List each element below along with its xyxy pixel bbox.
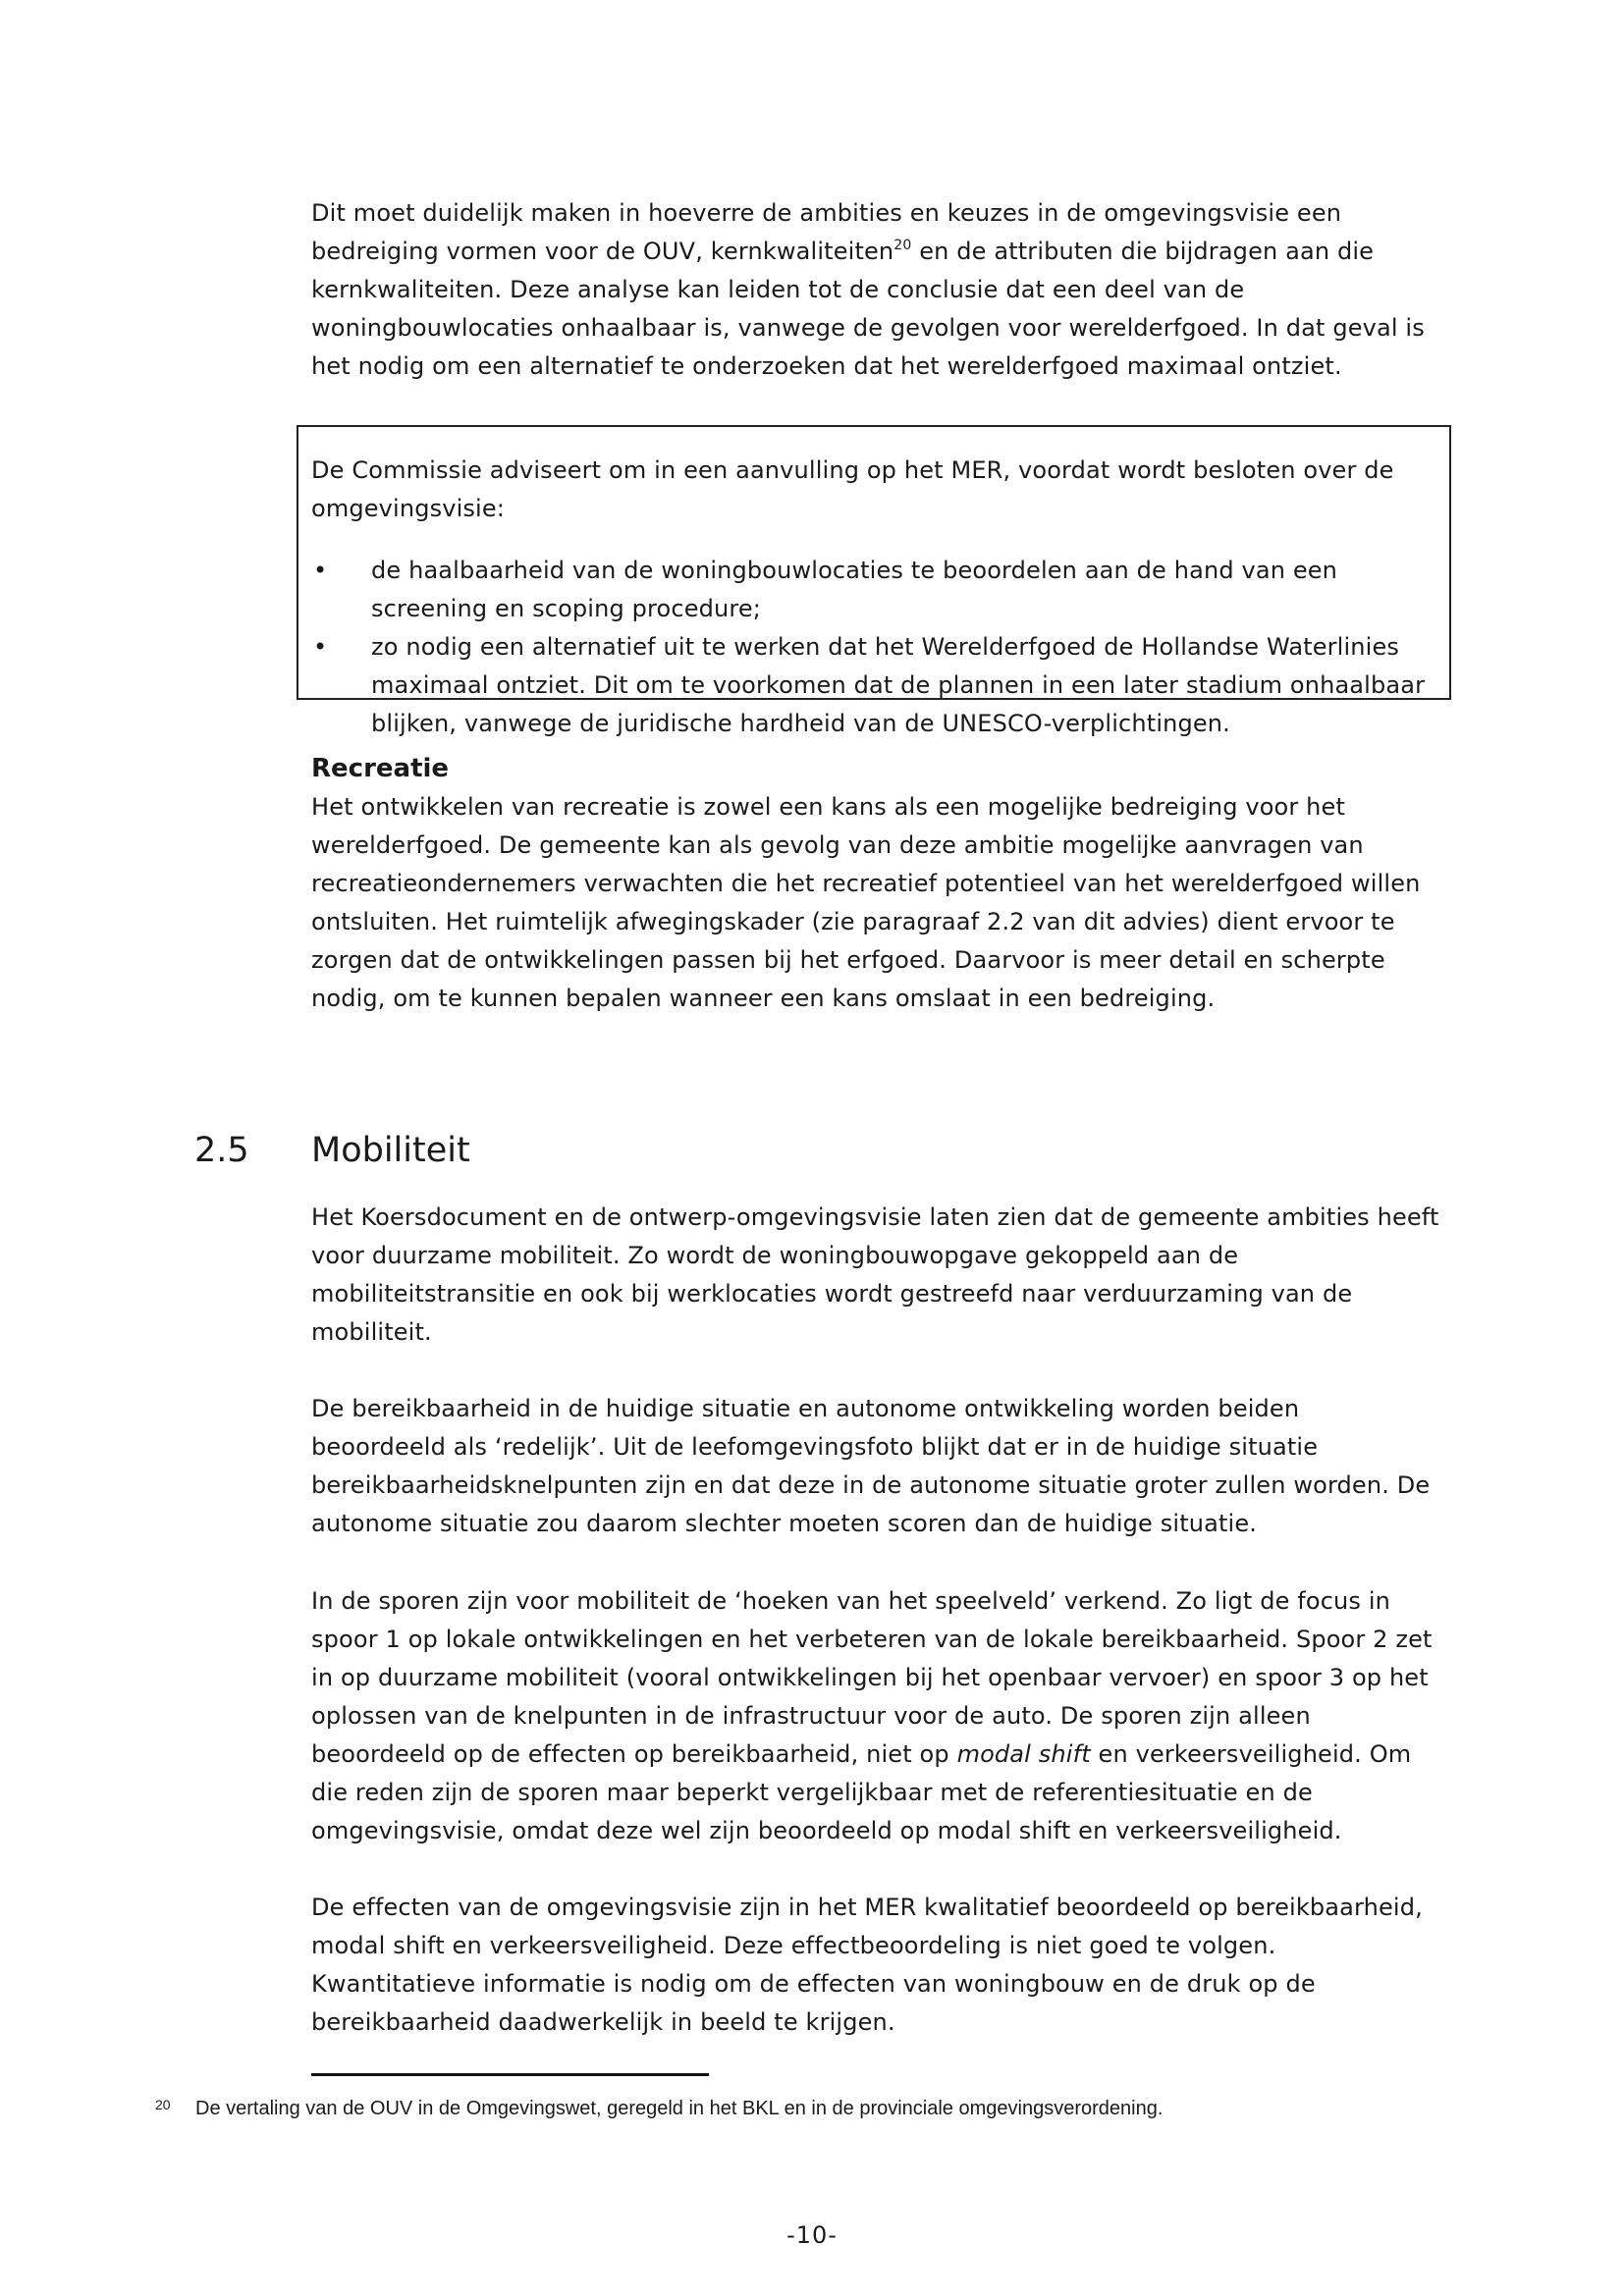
footnote-number: 20: [155, 2097, 171, 2112]
bullet-icon: •: [313, 633, 328, 661]
bullet-icon: •: [313, 557, 328, 584]
mobiliteit-paragraph-3: [311, 1582, 1440, 1850]
advice-lead: De Commissie adviseert om in een aanvulling op het MER, voordat wordt besloten over de omgevingsvisie:: [311, 456, 1394, 522]
recreatie-paragraph: [311, 788, 1440, 1018]
advice-item-text: de haalbaarheid van de woningbouwlocaties te beoordelen aan de hand van een screening en scoping procedure;: [371, 557, 1338, 622]
emphasis-text: modal shift: [956, 1740, 1091, 1768]
advice-item-text: zo nodig een alternatief uit te werken dat het Werelderfgoed de Hollandse Waterlinies maximaal ontziet. Dit om te voorkomen dat de plannen in een later stadium onhaalbaar blijken, vanwege de juridische hardheid van de UNESCO-verplichtingen.: [371, 633, 1426, 737]
advice-list: [311, 552, 1440, 743]
paragraph-text-part1: In de sporen zijn voor mobiliteit de ‘hoeken van het speelveld’ verkend. Zo ligt de focus in spoor 1 op lokale ontwikkelingen en het verbeteren van de lokale bereikbaarheid. Spoor 2 zet in op duurzame mobiliteit (vooral ontwikkelingen bij het openbaar vervoer) en spoor 3 op het oplossen van de knelpunten in de infrastructuur voor de auto. De sporen zijn alleen beoordeeld op de effecten op bereikbaarheid, niet op: [311, 1587, 1433, 1768]
footnote-divider: [311, 2073, 709, 2076]
mobiliteit-paragraph-1: [311, 1199, 1440, 1352]
advice-item: [311, 628, 1440, 743]
paragraph-text: Het Koersdocument en de ontwerp-omgevingsvisie laten zien dat de gemeente ambities heeft voor duurzame mobiliteit. Zo wordt de woningbouwopgave gekoppeld aan de mobiliteitstransitie en ook bij werklocaties wordt gestreefd naar verduurzaming van de mobiliteit.: [311, 1203, 1439, 1346]
advice-content: [311, 428, 1440, 743]
mobiliteit-paragraph-2: [311, 1390, 1440, 1543]
paragraph-text: De bereikbaarheid in de huidige situatie en autonome ontwikkeling worden beiden beoordeeld als ‘redelijk’. Uit de leefomgevingsfoto blijkt dat er in de huidige situatie bereikbaarheidsknelpunten zijn en dat deze in de autonome situatie groter zullen worden. De autonome situatie zou daarom slechter moeten scoren dan de huidige situatie.: [311, 1395, 1431, 1537]
recreatie-body: Het ontwikkelen van recreatie is zowel een kans als een mogelijke bedreiging voor het werelderfgoed. De gemeente kan als gevolg van deze ambitie mogelijke aanvragen van recreatieondernemers verwachten die het recreatief potentieel van het werelderfgoed willen ontsluiten. Het ruimtelijk afwegingskader (zie paragraaf 2.2 van dit advies) dient ervoor te zorgen dat de ontwikkelingen passen bij het erfgoed. Daarvoor is meer detail en scherpte nodig, om te kunnen bepalen wanneer een kans omslaat in een bedreiging.: [311, 793, 1421, 1012]
subsection-heading: Recreatie: [311, 754, 450, 783]
paragraph-text: De effecten van de omgevingsvisie zijn in het MER kwalitatief beoordeeld op bereikbaarheid, modal shift en verkeersveiligheid. Deze effectbeoordeling is niet goed te volgen. Kwantitatieve informatie is nodig om de effecten van woningbouw en de druk op de bereikbaarheid daadwerkelijk in beeld te krijgen.: [311, 1894, 1423, 2036]
intro-text-part2: en de attributen die bijdragen aan die kernkwaliteiten. Deze analyse kan leiden tot de conclusie dat een deel van de woningbouwlocaties onhaalbaar is, vanwege de gevolgen voor werelderfgoed. In dat geval is het nodig om een alternatief te onderzoeken dat het werelderfgoed maximaal ontziet.: [311, 238, 1425, 380]
intro-text-part1: Dit moet duidelijk maken in hoeverre de ambities en keuzes in de omgevingsvisie een bedreiging vormen voor de OUV, kernkwaliteiten: [311, 199, 1342, 265]
section-title: Mobiliteit: [311, 1131, 470, 1170]
footnote-reference[interactable]: 20: [893, 238, 912, 253]
advice-item: [311, 552, 1440, 628]
paragraph-text-part2: en verkeersveiligheid. Om die reden zijn de sporen maar beperkt vergelijkbaar met de referentiesituatie en de omgevingsvisie, omdat deze wel zijn beoordeeld op modal shift en verkeersveiligheid.: [311, 1740, 1412, 1844]
mobiliteit-paragraph-4: [311, 1889, 1440, 2042]
page-number: -10-: [786, 2221, 838, 2249]
intro-paragraph: [311, 194, 1440, 386]
footnote-text: De vertaling van de OUV in de Omgevingswet, geregeld in het BKL en in de provinciale omgevingsverordening.: [195, 2098, 1164, 2119]
section-number: 2.5: [194, 1131, 249, 1170]
